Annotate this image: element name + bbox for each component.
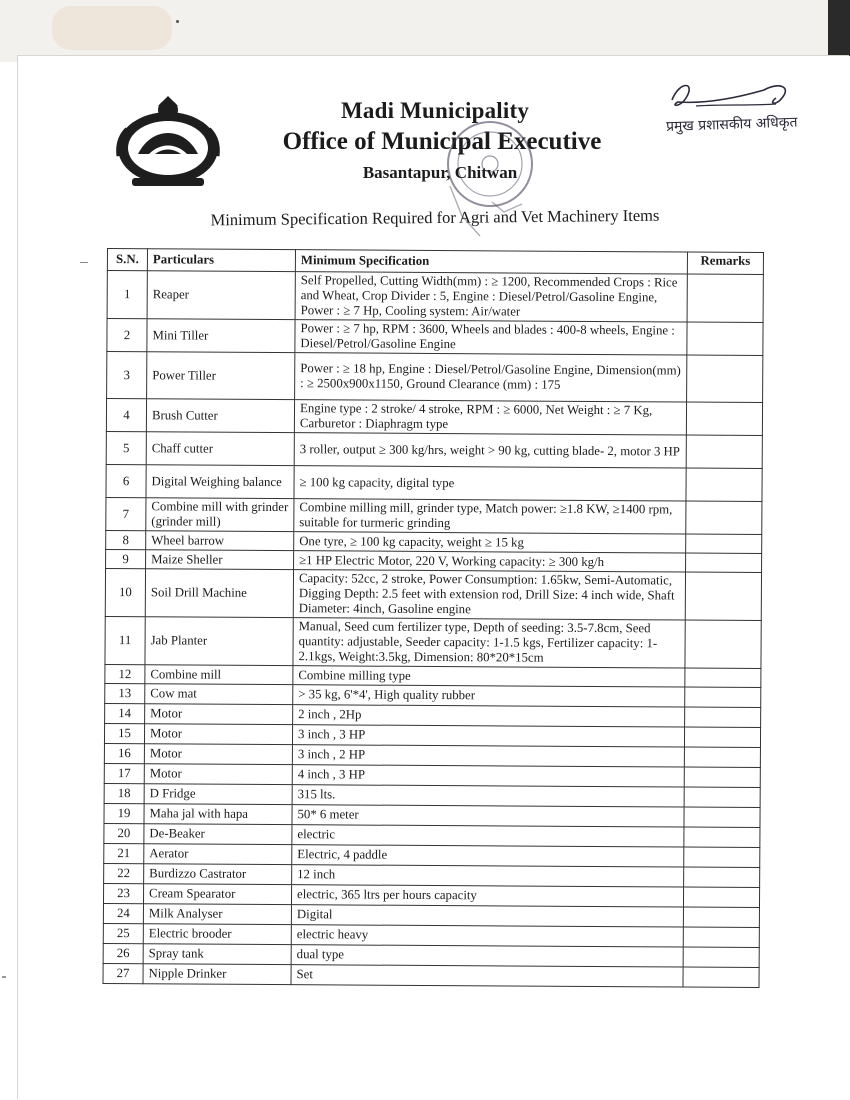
office-address: Basantapur, Chitwan [362,163,518,182]
cell-specification: Combine milling mill, grinder type, Match power: ≥1.8 KW, ≥1400 rpm, suitable for turmeric grinding [294,499,686,534]
cell-particular: Spray tank [143,944,291,965]
cell-particular: Motor [144,744,292,765]
cell-remarks [683,967,759,987]
column-header-sn: S.N. [107,249,147,271]
cell-sn: 12 [105,664,145,683]
cell-remarks [684,807,760,827]
cell-specification: Set [291,965,683,987]
cell-remarks [686,402,762,435]
cell-sn: 3 [107,352,147,399]
cell-specification: electric, 365 ltrs per hours capacity [291,885,683,907]
cell-remarks [687,322,763,355]
cell-sn: 22 [104,863,144,883]
cell-sn: 25 [103,923,143,943]
cell-sn: 14 [105,703,145,723]
cell-particular: Motor [144,724,292,745]
cell-sn: 11 [105,616,145,664]
cell-remarks [684,767,760,787]
cell-remarks [684,747,760,767]
cell-specification: 315 lts. [292,785,684,807]
table-row [107,271,763,323]
cell-particular: Wheel barrow [146,531,294,551]
cell-specification: 3 inch , 3 HP [292,725,684,747]
cell-particular: Brush Cutter [146,399,294,433]
cell-particular: Motor [145,704,293,725]
cell-sn: 10 [105,568,145,616]
cell-particular: Chaff cutter [146,432,294,466]
cell-sn: 21 [104,843,144,863]
column-header-specification: Minimum Specification [295,250,687,274]
cell-specification: 4 inch , 3 HP [292,765,684,787]
cell-particular: Nipple Drinker [143,964,291,985]
cell-specification: Digital [291,905,683,927]
cell-sn: 5 [106,431,146,464]
cell-specification: Electric, 4 paddle [292,845,684,867]
scan-speck [176,20,179,23]
document-title: Minimum Specification Required for Agri and Vet Machinery Items [210,205,660,230]
cell-specification: 12 inch [292,865,684,887]
cell-particular: Combine mill [145,665,293,685]
cell-remarks [685,572,761,620]
cell-sn: 4 [106,399,146,432]
cell-particular: Soil Drill Machine [145,569,293,618]
cell-remarks [684,827,760,847]
cell-particular: Reaper [147,271,295,320]
table-row [106,399,762,436]
cell-sn: 19 [104,803,144,823]
cell-sn: 2 [107,319,147,352]
cell-particular: Digital Weighing balance [146,465,294,499]
cell-sn: 27 [103,963,143,983]
cell-particular: Burdizzo Castrator [144,864,292,885]
table-row [103,963,759,987]
cell-particular: Motor [144,764,292,785]
table-row [107,319,763,356]
cell-remarks [686,553,762,572]
cell-specification: 3 inch , 2 HP [292,745,684,767]
cell-sn: 9 [106,549,146,568]
cell-specification: Capacity: 52cc, 2 stroke, Power Consumption: 1.65kw, Semi-Automatic, Digging Depth: 2.5 feet with extension rod, Drill Size: 4 inch wide, Shaft Diameter: 4inch, Gasoline engine [293,570,685,620]
cell-sn: 24 [103,903,143,923]
scan-edge [828,0,850,60]
cell-remarks [684,847,760,867]
office-name: Office of Municipal Executive [282,128,602,155]
cell-particular: Combine mill with grinder (grinder mill) [146,498,294,532]
margin-mark [2,976,6,978]
cell-remarks [687,274,763,322]
cell-specification: Combine milling type [293,666,685,687]
cell-specification: Self Propelled, Cutting Width(mm) : ≥ 1200, Recommended Crops : Rice and Wheat, Crop Divider : 5, Engine : Diesel/Petrol/Gasoline Engine, Power : ≥ 7 Hp, Cooling system: Air/water [295,272,687,322]
cell-particular: Jab Planter [145,617,293,666]
cell-sn: 8 [106,530,146,549]
cell-specification: electric heavy [291,925,683,947]
cell-sn: 23 [103,883,143,903]
column-header-remarks: Remarks [687,252,763,274]
signer-title: प्रमुख प्रशासकीय अधिकृत [665,114,798,136]
specification-table [103,248,764,988]
cell-particular: Milk Analyser [143,904,291,925]
cell-sn: 7 [106,497,146,530]
cell-particular: Maize Sheller [146,550,294,570]
cell-remarks [685,668,761,687]
cell-particular: Maha jal with hapa [144,804,292,825]
table-row [105,616,761,668]
cell-specification: ≥1 HP Electric Motor, 220 V, Working capacity: ≥ 300 kg/h [294,551,686,572]
cell-specification: Engine type : 2 stroke/ 4 stroke, RPM : ≥ 6000, Net Weight : ≥ 7 Kg, Carburetor : Diaphragm type [294,400,686,435]
cell-specification: > 35 kg, 6'*4', High quality rubber [293,685,685,707]
cell-remarks [683,947,759,967]
table-row [106,431,762,468]
cell-sn: 20 [104,823,144,843]
cell-remarks [683,907,759,927]
cell-specification: dual type [291,945,683,967]
nepal-emblem-icon [112,96,224,188]
cell-sn: 15 [104,723,144,743]
cell-specification: 2 inch , 2Hp [293,705,685,727]
table-row [106,497,762,534]
municipality-name: Madi Municipality [340,98,530,123]
cell-remarks [684,787,760,807]
cell-specification: Power : ≥ 18 hp, Engine : Diesel/Petrol/Gasoline Engine, Dimension(mm) : ≥ 2500x900x1150, Ground Clearance (mm) : 175 [295,353,687,402]
cell-specification: ≥ 100 kg capacity, digital type [294,466,686,501]
cell-remarks [686,435,762,468]
cell-particular: De-Beaker [144,824,292,845]
column-header-particulars: Particulars [147,249,295,272]
cell-remarks [685,707,761,727]
table-row [107,352,763,403]
margin-mark [80,262,88,263]
cell-specification: One tyre, ≥ 100 kg capacity, weight ≥ 15 kg [294,532,686,553]
cell-remarks [683,887,759,907]
cell-specification: electric [292,825,684,847]
cell-specification: 3 roller, output ≥ 300 kg/hrs, weight > 90 kg, cutting blade- 2, motor 3 HP [294,433,686,468]
cell-sn: 1 [107,271,147,319]
cell-remarks [683,927,759,947]
cell-particular: Electric brooder [143,924,291,945]
cell-remarks [685,687,761,707]
table-row [106,464,762,501]
cell-remarks [686,534,762,553]
cell-remarks [687,355,763,402]
cell-sn: 13 [105,683,145,703]
cell-sn: 18 [104,783,144,803]
cell-remarks [686,501,762,534]
cell-sn: 6 [106,464,146,497]
cell-remarks [684,727,760,747]
cell-remarks [684,867,760,887]
cell-remarks [685,620,761,668]
cell-specification: Power : ≥ 7 hp, RPM : 3600, Wheels and blades : 400-8 wheels, Engine : Diesel/Petrol/Gasoline Engine [295,320,687,355]
cell-sn: 26 [103,943,143,963]
cell-sn: 17 [104,763,144,783]
scan-stain [52,6,172,50]
municipality-seal-icon [432,116,544,246]
cell-particular: Power Tiller [147,352,295,400]
cell-particular: Mini Tiller [147,319,295,353]
table-row [105,568,761,620]
cell-specification: Manual, Seed cum fertilizer type, Depth of seeding: 3.5-7.8cm, Seed quantity: adjustable, Seeder capacity: 1-1.5 kgs, Fertilizer capacity: 1-2.1kgs, Weight:3.5kg, Dimension: 80*20*15cm [293,618,685,668]
cell-sn: 16 [104,743,144,763]
cell-particular: Aerator [144,844,292,865]
cell-specification: 50* 6 meter [292,805,684,827]
specification-table-container [103,248,763,988]
cell-particular: Cream Spearator [143,884,291,905]
cell-particular: Cow mat [145,684,293,705]
cell-remarks [686,468,762,501]
cell-particular: D Fridge [144,784,292,805]
